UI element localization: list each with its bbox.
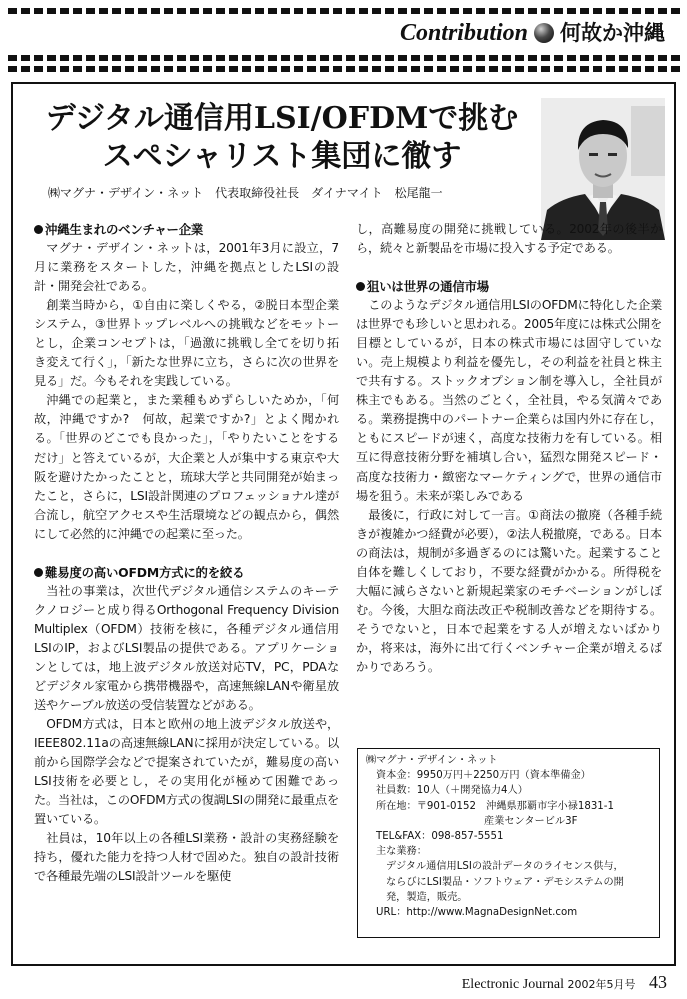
company-tel-fax: TEL&FAX：098-857-5551: [376, 831, 504, 843]
section-heading: [34, 220, 339, 239]
company-business-label: 主な業務：: [376, 846, 427, 858]
company-address-building: 産業センタービル3F: [484, 815, 578, 827]
section-heading: [34, 563, 339, 582]
section-heading-text: 沖縄生まれのベンチャー企業: [45, 222, 204, 237]
paragraph: このようなデジタル通信用LSIのOFDMに特化した企業は世界でも珍しいと思われる。2005年度には株式公開を目標としているが，日本の株式市場には固守していない。売上規模より利益を優先し，その利益を社員と株主で共有する。ストックオプション制を導入し，全社員が株主でもある。当然のごとく，全社員，やる気満々である。業務提携中のパートナー企業らは国内外に存在し，ともにスピードが速く，高度な技術力を有している。相互に得意技術分野を補填し合い，猛烈な開発スピード・高度な技術力・緻密なマーケティングで，世界の通信市場を狙う。未来が楽しみである: [356, 298, 662, 503]
paragraph: 社員は，10年以上の各種LSI業務・設計の実務経験を持ち，優れた能力を持つ人材で固めた。独自の設計技術で各種最先端のLSI設計ツールを駆使: [34, 831, 339, 884]
article-column-left: [34, 220, 339, 887]
company-address: 所在地：〒901-0152 沖縄県那覇市字小禄1831-1: [376, 800, 614, 812]
paragraph: マグナ・デザイン・ネットは，2001年3月に設立，7月に業務をスタートした，沖縄を拠点としたLSIの設計・開発会社である。: [34, 241, 339, 294]
article-title-line-2: スペシャリスト集団に徹す: [102, 139, 462, 174]
header-rule-bottom-2: [8, 66, 680, 72]
section-label-en: Contribution: [399, 20, 528, 46]
section-heading-text: 難易度の高いOFDM方式に的を絞る: [45, 564, 245, 580]
paragraph: OFDM方式は，日本と欧州の地上波デジタル放送や，IEEE802.11aの高速無線LANに採用が決定している。以前から国際学会などで提案されていたが，難易度の高いLSI技術を必要とし，その実用化が極めて困難であった。当社は，このOFDM方式の復調LSIの開発に最重点を置いている。: [34, 717, 339, 827]
paragraph: 創業当時から，①自由に楽しくやる，②脱日本型企業システム，③世界トップレベルへの挑戦などをモットーとし，企業コンセプトは，「過激に挑戦し全てを切り拓き変えて行く」，「新たな世界に立ち，さらに次の世界を見る」だ。今もそれを実践している。: [34, 298, 339, 389]
article-column-right: [356, 220, 662, 677]
article-title-line-1: デジタル通信用LSI/OFDMで挑む: [45, 101, 519, 136]
company-url: URL：http://www.MagnaDesignNet.com: [376, 907, 578, 919]
paragraph: 沖縄での起業と，また業種もめずらしいためか，「何故，沖縄ですか? 何故，起業ですか?」とよく聞かれる。「世界のどこでも良かった」，「やりたいことをするだけ」と答えているが，大企業と人が集中する東京や大阪を避けたかったことと，琉球大学と共同開発が始まったこと，さらに，LSI設計関連のプロフェッショナル達が合流し，航空アクセスや生活環境などの観点から，偶然にして必然的に沖縄での起業に至った。: [34, 393, 339, 541]
article-title: [32, 100, 532, 176]
paragraph: 最後に，行政に対して一言。①商法の撤廃（各種手続きが複雑かつ経費が必要），②法人税撤廃，である。日本の商法は，規制が多過ぎるのには驚いた。起業すること自体を難しくしており，不要な経費がかかる。所得税を大幅に減らさないと新規起業家のモチベーションがしぼむ。今後，大胆な商法改正や税制改善などを期待する。そうでないと，日本で起業をする人が増えないばかりか，将来は，海外に出て行くベンチャー企業が増えるばかりであろう。: [356, 507, 662, 674]
company-name: ㈱マグナ・デザイン・ネット: [366, 755, 498, 766]
issue-date: 2002年5月号: [567, 978, 636, 991]
journal-name: Electronic Journal: [461, 977, 564, 992]
company-info-box: [357, 748, 660, 938]
section-label-jp: 何故か沖縄: [560, 21, 665, 45]
author-photo: [541, 98, 665, 240]
header-rule-bottom: [8, 55, 680, 61]
company-business-line: 発，製造，販売。: [386, 891, 468, 903]
paragraph: 当社の事業は，次世代デジタル通信システムのキーテクノロジーと成り得るOrthogonal Frequency Division Multiplex（OFDM）技術を核に，各種デジタル通信用LSIのIP，およびLSI製品の提供である。アプリケーションとしては，地上波デジタル放送対応TV，PC，PDAなどデジタル家電から携帯機器や，高速無線LANや衛星放送やケーブル放送の受信装置などがある。: [34, 583, 339, 713]
bullet-icon: [34, 568, 43, 577]
section-spacer: [34, 544, 339, 563]
header-rule-top: [8, 8, 680, 14]
section-spacer: [356, 258, 662, 277]
page-number: 43: [649, 972, 667, 992]
section-header: [400, 18, 665, 49]
paragraph-continued: し，高難易度の開発に挑戦している。2002年の後半から，続々と新製品を市場に投入する予定である。: [356, 222, 662, 256]
bullet-icon: [356, 282, 365, 291]
company-business-line: ならびにLSI製品・ソフトウェア・デモシステムの開: [386, 876, 624, 888]
company-business-line: デジタル通信用LSIの設計データのライセンス供与，: [386, 861, 624, 873]
section-heading-text: 狙いは世界の通信市場: [367, 279, 489, 295]
author-byline: ㈱マグナ・デザイン・ネット 代表取締役社長 ダイナマイト 松尾龍一: [48, 186, 443, 200]
bullet-icon: [34, 225, 43, 234]
company-capital: 資本金：9950万円＋2250万円（資本準備金）: [376, 770, 591, 782]
author-portrait-illustration: [541, 98, 665, 240]
section-heading: [356, 277, 662, 296]
company-employees: 社員数：10人（＋開発協力4人）: [376, 785, 528, 797]
sphere-bullet-icon: [534, 23, 554, 43]
page-footer: [462, 972, 667, 993]
